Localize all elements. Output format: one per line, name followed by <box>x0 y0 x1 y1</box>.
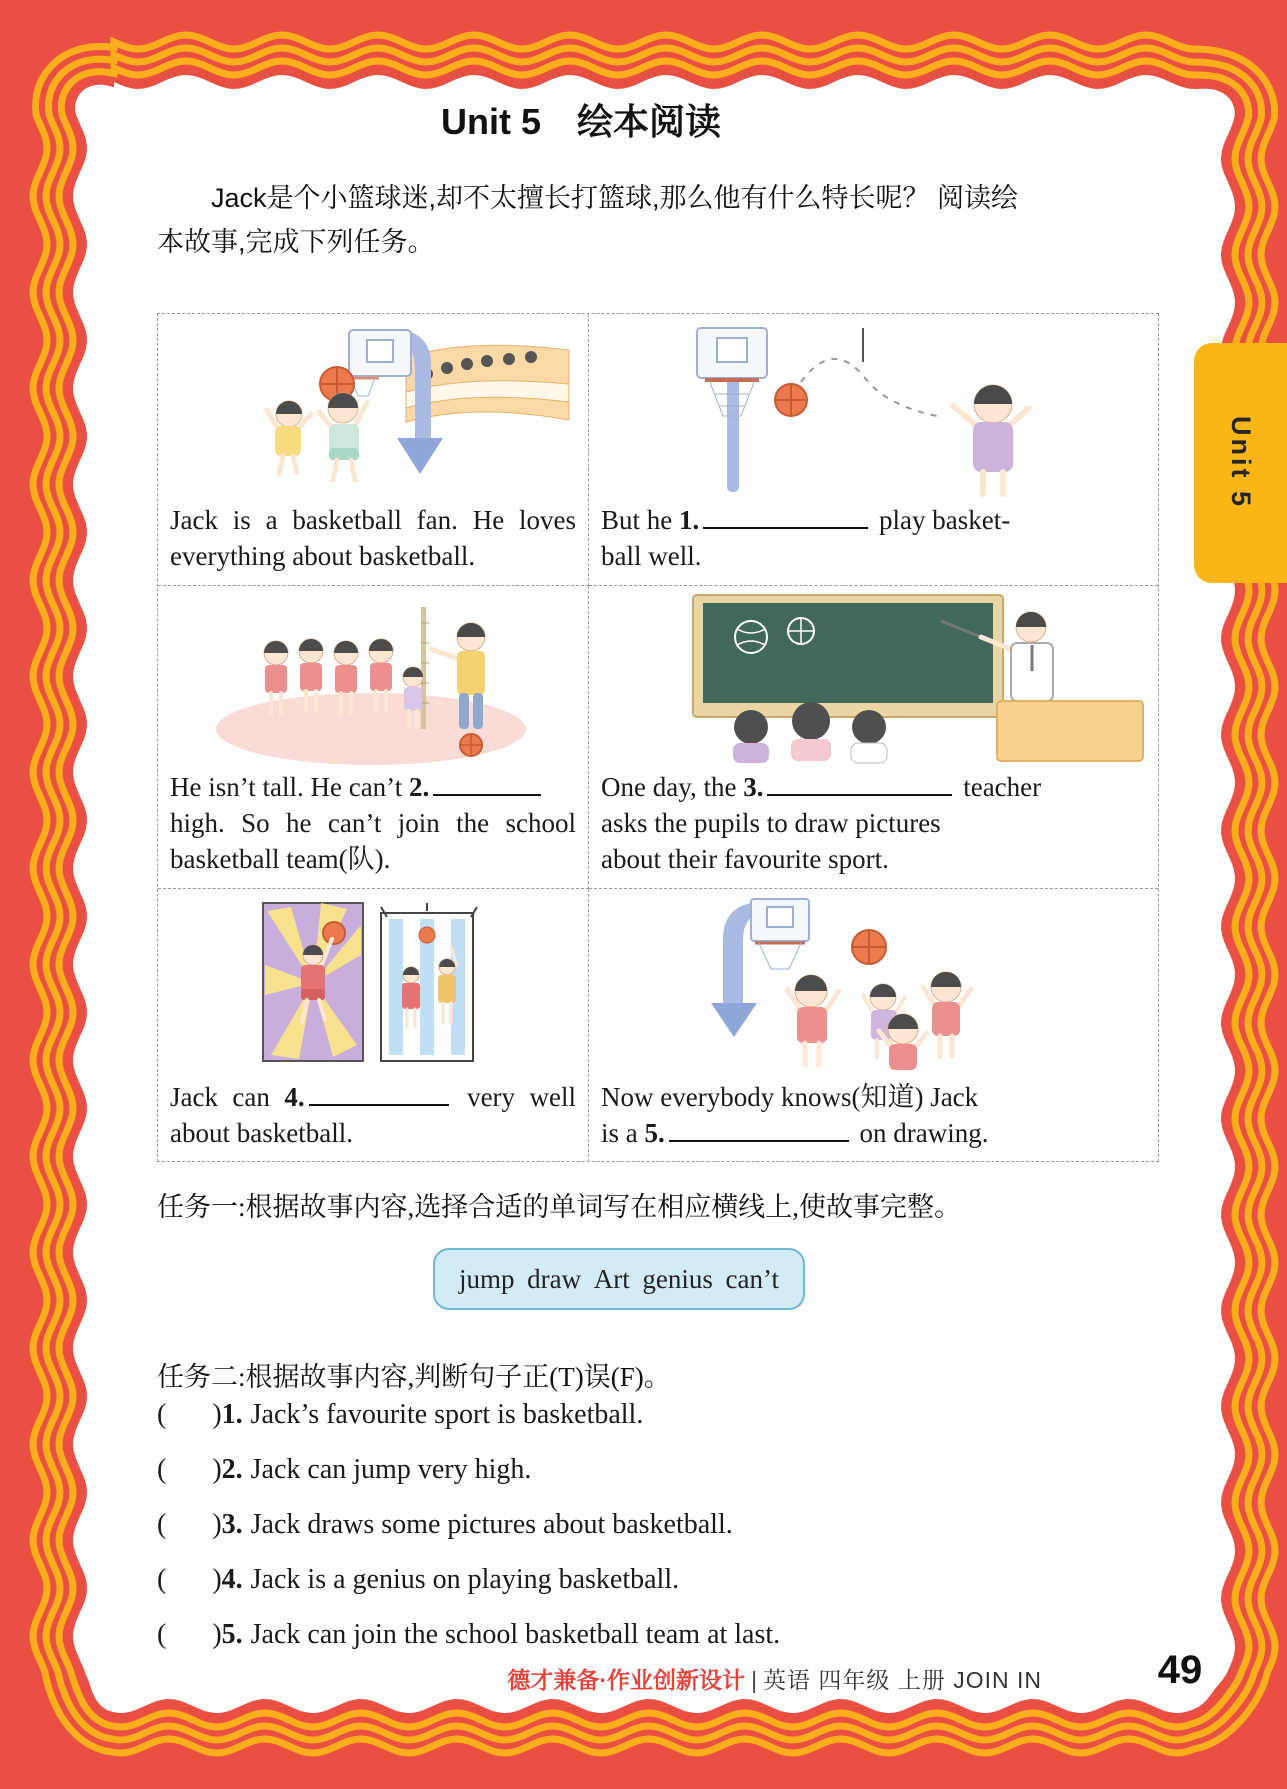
footer-separator: | <box>751 1667 758 1693</box>
word-bank <box>433 1248 805 1310</box>
task1-label: 任务一:根据故事内容,选择合适的单词写在相应横线上,使故事完整。 <box>157 1192 962 1222</box>
panel-caption-4: One day, the 3. teacher asks the pupils to draw pictures about their favourite sport. <box>601 772 1042 875</box>
answer-blank[interactable] <box>433 794 541 796</box>
panel-caption-3: He isn’t tall. He can’t 2. high. So he can’t join the school basketball team(队). <box>170 772 576 875</box>
answer-blank[interactable] <box>669 1140 849 1142</box>
tf-paren-close: ) <box>212 1454 222 1485</box>
panel-caption-6: Now everybody knows(知道) Jack is a 5. on drawing. <box>601 1082 989 1148</box>
illustration-kids-cheering-jack <box>601 895 1146 1080</box>
tf-paren-open: ( <box>157 1564 167 1595</box>
tf-item <box>157 1508 1057 1542</box>
story-cell-1 <box>158 314 589 586</box>
page-number: 49 <box>1157 1648 1203 1692</box>
tf-paren-close: ) <box>212 1509 222 1540</box>
blank-number: 2. <box>408 772 430 803</box>
word-bank-item: can’t <box>725 1263 779 1294</box>
footer-info: 英语 四年级 上册 JOIN IN <box>763 1667 1042 1693</box>
word-bank-item: genius <box>642 1263 713 1294</box>
tf-item <box>157 1453 1057 1487</box>
page-title: Unit 5 绘本阅读 <box>440 101 721 142</box>
panel-caption-5: Jack can 4. very well about basketball. <box>170 1082 576 1148</box>
blank-number: 3. <box>743 772 764 803</box>
tf-item-text: Jack is a genius on playing basketball. <box>250 1564 680 1595</box>
tf-item-number: 1. <box>221 1399 243 1430</box>
story-cell-3 <box>158 586 589 889</box>
tf-item-number: 5. <box>221 1619 243 1650</box>
tf-item-text: Jack can join the school basketball team at last. <box>250 1619 781 1650</box>
answer-blank[interactable] <box>703 527 868 529</box>
intro-paragraph: Jack是个小篮球迷,却不太擅长打篮球,那么他有什么特长呢？ 阅读绘本故事,完成下列任务。 <box>157 183 1019 258</box>
story-cell-4 <box>589 586 1158 889</box>
unit-tab-label: Unit 5 <box>1226 416 1256 510</box>
tf-paren-open: ( <box>157 1399 167 1430</box>
tf-item <box>157 1398 1057 1432</box>
panel-caption-2: But he 1. play basket- ball well. <box>601 505 1011 572</box>
tf-item-number: 2. <box>221 1454 243 1485</box>
tf-item-text: Jack’s favourite sport is basketball. <box>250 1399 644 1430</box>
word-bank-item: Art <box>593 1263 630 1294</box>
tf-paren-open: ( <box>157 1619 167 1650</box>
illustration-art-teacher-classroom <box>601 592 1146 770</box>
panel-caption-1: Jack is a basketball fan. He loves everything about basketball. <box>170 505 576 572</box>
illustration-boy-missing-shot <box>601 320 1146 503</box>
tf-item-text: Jack draws some pictures about basketball. <box>250 1509 733 1540</box>
blank-number: 4. <box>284 1082 305 1112</box>
word-bank-item: draw <box>527 1263 582 1294</box>
blank-number: 5. <box>644 1117 665 1148</box>
answer-blank[interactable] <box>767 794 952 796</box>
footer-brand: 德才兼备·作业创新设计 <box>507 1667 746 1693</box>
story-cell-2 <box>589 314 1158 586</box>
tf-item-text: Jack can jump very high. <box>250 1454 532 1485</box>
story-cell-5 <box>158 889 589 1162</box>
tf-paren-close: ) <box>212 1619 222 1650</box>
illustration-kids-playing-basketball-court <box>170 320 576 503</box>
unit-tab <box>1194 343 1287 583</box>
story-cell-6 <box>589 889 1158 1162</box>
tf-paren-open: ( <box>157 1509 167 1540</box>
true-false-list <box>157 1398 1057 1673</box>
blank-number: 1. <box>679 505 700 536</box>
footer <box>300 1666 1042 1696</box>
tf-item <box>157 1563 1057 1597</box>
illustration-height-measuring <box>170 592 576 770</box>
illustration-jack-drawings <box>170 895 576 1080</box>
tf-item <box>157 1618 1057 1652</box>
tf-paren-close: ) <box>212 1564 222 1595</box>
tf-item-number: 3. <box>221 1509 243 1540</box>
tf-paren-close: ) <box>212 1399 222 1430</box>
answer-blank[interactable] <box>309 1104 449 1106</box>
tf-item-number: 4. <box>221 1564 243 1595</box>
word-bank-item: jump <box>459 1263 515 1294</box>
task2-label: 任务二:根据故事内容,判断句子正(T)误(F)。 <box>157 1362 671 1392</box>
tf-paren-open: ( <box>157 1454 167 1485</box>
story-table <box>157 313 1159 1162</box>
